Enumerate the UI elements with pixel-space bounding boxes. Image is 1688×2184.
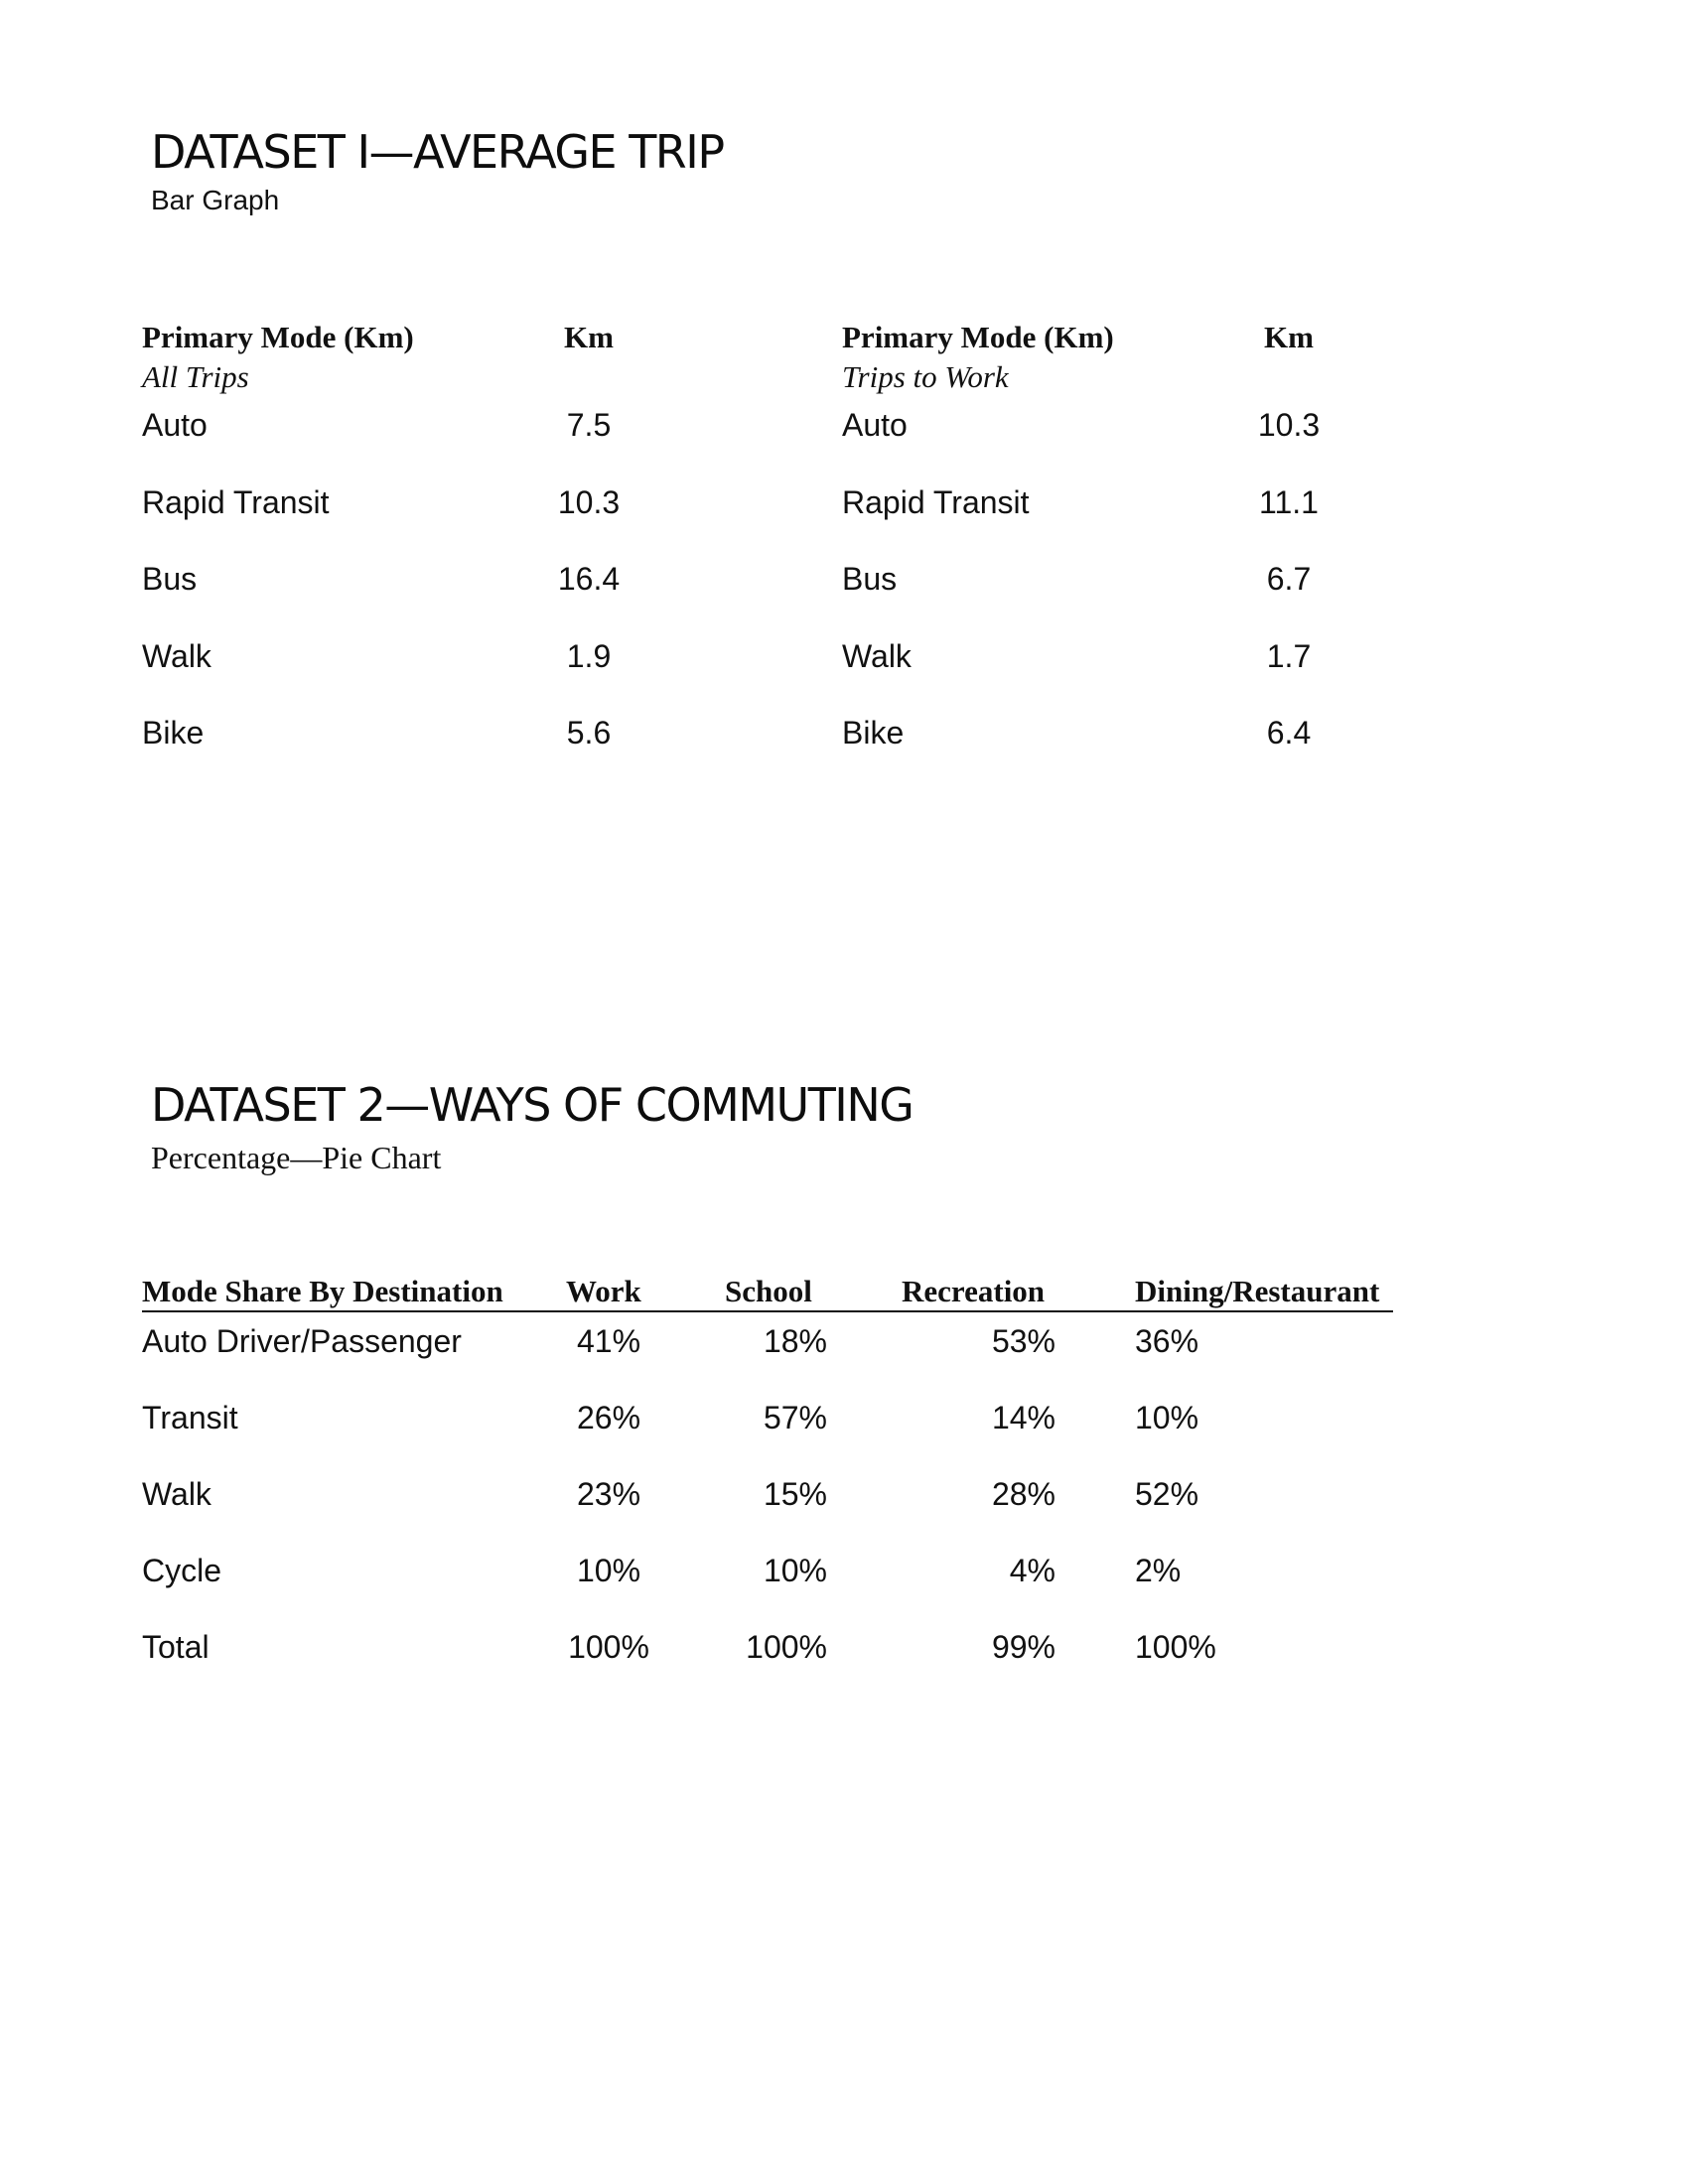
mode-label: Bike <box>142 715 205 751</box>
km-value: 5.6 <box>566 715 612 751</box>
trips-to-work-km-header: Km <box>1264 320 1314 354</box>
mode-label: Transit <box>142 1400 238 1435</box>
mode-label: Total <box>142 1629 210 1665</box>
dataset1-subtitle: Bar Graph <box>151 185 280 215</box>
table-row <box>142 715 738 792</box>
recreation-value: 28% <box>991 1476 1055 1512</box>
km-value: 10.3 <box>557 483 621 520</box>
mode-label: Auto <box>142 407 208 443</box>
school-value: 100% <box>746 1629 827 1665</box>
dataset2-subtitle: Percentage—Pie Chart <box>151 1140 442 1175</box>
work-value: 23% <box>576 1476 641 1512</box>
table-row <box>842 484 1438 562</box>
recreation-value: 14% <box>991 1400 1055 1435</box>
table-row <box>142 484 738 562</box>
dining-value: 52% <box>1135 1476 1199 1512</box>
mode-label: Walk <box>142 637 211 674</box>
work-value: 26% <box>576 1400 641 1435</box>
recreation-value: 99% <box>991 1629 1055 1665</box>
dataset1-title: DATASET I—AVERAGE TRIP <box>151 125 724 179</box>
mode-label: Cycle <box>142 1553 222 1588</box>
table-row <box>142 407 738 484</box>
mode-share-table <box>142 1274 1413 1691</box>
dining-header: Dining/Restaurant <box>1135 1274 1380 1308</box>
all-trips-subheader: All Trips <box>142 359 249 394</box>
km-value: 1.7 <box>1266 637 1312 674</box>
mode-label: Bus <box>842 561 898 597</box>
dining-value: 36% <box>1135 1323 1199 1359</box>
mode-label: Rapid Transit <box>842 483 1030 520</box>
mode-label: Bike <box>842 715 905 751</box>
trips-to-work-mode-header: Primary Mode (Km) <box>842 320 1114 354</box>
work-header: Work <box>566 1274 641 1308</box>
km-value: 11.1 <box>1259 483 1319 520</box>
table-row <box>142 1629 1413 1669</box>
table-row <box>842 715 1438 792</box>
mode-label: Walk <box>142 1476 211 1512</box>
dining-value: 100% <box>1135 1629 1216 1665</box>
dataset2-title: DATASET 2—WAYS OF COMMUTING <box>151 1078 914 1132</box>
school-value: 57% <box>763 1400 827 1435</box>
recreation-header: Recreation <box>902 1274 1046 1308</box>
km-value: 1.9 <box>566 637 612 674</box>
km-value: 16.4 <box>557 561 621 597</box>
school-value: 10% <box>763 1553 827 1588</box>
table-row <box>842 638 1438 716</box>
table-row <box>842 407 1438 484</box>
all-trips-km-header: Km <box>564 320 614 354</box>
all-trips-table <box>142 320 738 766</box>
table-row <box>142 1476 1413 1516</box>
work-value: 100% <box>568 1629 649 1665</box>
mode-label: Rapid Transit <box>142 483 330 520</box>
header-underline <box>142 1310 1393 1312</box>
mode-label: Auto <box>842 407 908 443</box>
table-row <box>142 561 738 638</box>
all-trips-mode-header: Primary Mode (Km) <box>142 320 414 354</box>
school-value: 15% <box>763 1476 827 1512</box>
work-value: 41% <box>576 1323 641 1359</box>
table-row <box>842 561 1438 638</box>
recreation-value: 4% <box>1009 1553 1055 1588</box>
trips-to-work-subheader: Trips to Work <box>842 359 1009 394</box>
table-row <box>142 1400 1413 1439</box>
mode-label: Walk <box>842 637 912 674</box>
dining-value: 2% <box>1135 1553 1182 1588</box>
km-value: 10.3 <box>1257 407 1321 443</box>
mode-share-header: Mode Share By Destination <box>142 1274 503 1308</box>
mode-label: Bus <box>142 561 198 597</box>
table-row <box>142 1323 1413 1363</box>
table-row <box>142 638 738 716</box>
mode-label: Auto Driver/Passenger <box>142 1323 462 1359</box>
km-value: 7.5 <box>566 407 612 443</box>
km-value: 6.4 <box>1266 715 1312 751</box>
trips-to-work-table <box>842 320 1438 766</box>
km-value: 6.7 <box>1266 561 1312 597</box>
work-value: 10% <box>576 1553 641 1588</box>
school-header: School <box>725 1274 812 1308</box>
table-row <box>142 1553 1413 1592</box>
dining-value: 10% <box>1135 1400 1199 1435</box>
school-value: 18% <box>763 1323 827 1359</box>
recreation-value: 53% <box>991 1323 1055 1359</box>
